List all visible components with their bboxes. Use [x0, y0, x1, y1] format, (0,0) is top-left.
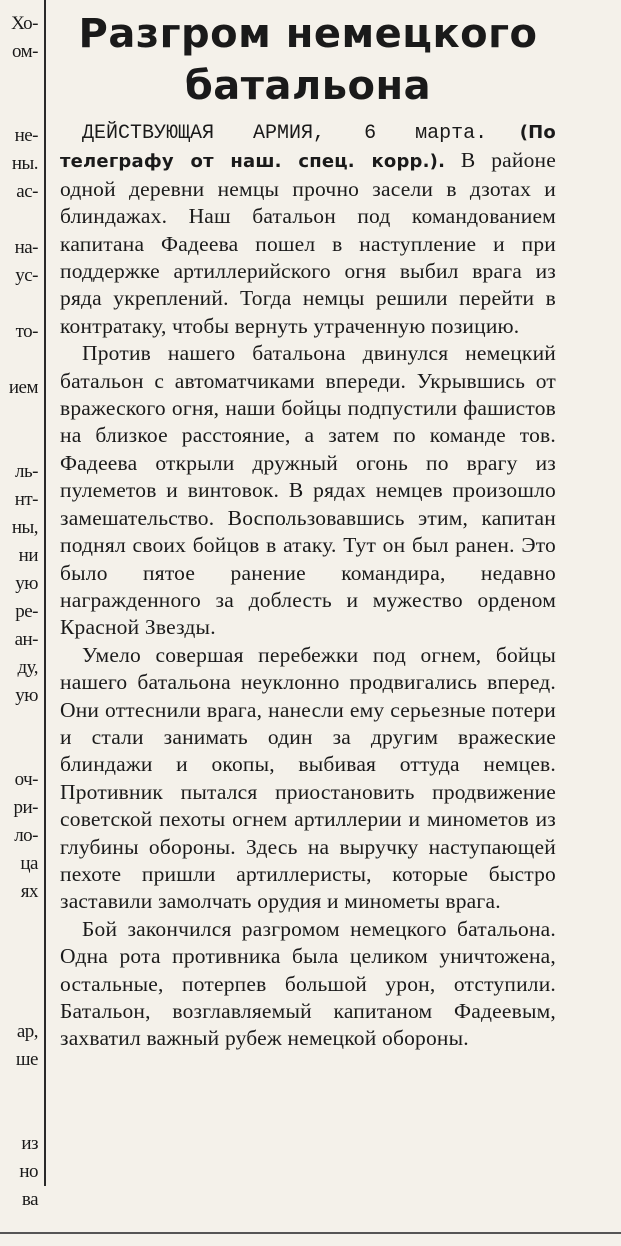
- left-column-line: [0, 346, 40, 374]
- left-column-line: ях: [20, 881, 38, 902]
- left-column-line: ри-: [13, 797, 38, 818]
- left-column-line: ан-: [14, 629, 38, 650]
- left-column-line: оч-: [14, 769, 38, 790]
- left-column-line: из: [21, 1133, 38, 1154]
- paragraph-4: Бой закончился разгромом немецкого батальона. Одна рота противника была целиком уничтожена, остальные, потерпев большой урон, отступили. Батальон, возглавляемый капитаном Фадеевым, захватил важный рубеж немецкой обороны.: [60, 916, 556, 1051]
- left-column-line: [0, 430, 40, 458]
- paragraph-1: [60, 118, 556, 340]
- column-divider: [44, 0, 46, 1186]
- left-column-line: [0, 402, 40, 430]
- left-column-line: ни: [18, 545, 38, 566]
- left-column-line: [0, 962, 40, 990]
- left-column-line: ас-: [16, 181, 38, 202]
- left-column-line: ре-: [15, 601, 38, 622]
- headline: [60, 8, 556, 112]
- left-column-line: ую: [15, 573, 38, 594]
- left-column-line: ны.: [11, 153, 38, 174]
- left-column-line: Хо-: [11, 13, 38, 34]
- paragraph-2: Против нашего батальона двинулся немецкий батальон с автоматчиками впереди. Укрывшись от вражеского огня, наши бойцы подпустили фашистов на близкое расстояние, а затем по команде тов. Фадеева открыли дружный огонь по врагу из пулеметов и винтовок. В рядах немцев произошло замешательство. Воспользовавшись этим, капитан поднял своих бойцов в атаку. Тут он был ранен. Это было пятое ранение командира, недавно награжденного за доблесть и мужество орденом Красной Звезды.: [60, 341, 556, 640]
- left-column-line: [0, 1074, 40, 1102]
- left-column-line: то-: [15, 321, 38, 342]
- left-column-line: на-: [14, 237, 38, 258]
- headline-line-1: Разгром немецкого: [78, 11, 538, 57]
- left-column-line: [0, 710, 40, 738]
- left-column-line: ца: [20, 853, 38, 874]
- left-column-line: ны,: [11, 517, 38, 538]
- left-column-line: ва: [21, 1189, 38, 1210]
- correspondent-credit: (По телеграфу от наш. спец. корр.).: [60, 122, 556, 173]
- left-column-line: не-: [14, 125, 38, 146]
- left-column-line: [0, 738, 40, 766]
- left-column-line: ло-: [14, 825, 38, 846]
- adjacent-column-fragments: [0, 10, 40, 1214]
- left-column-line: ую: [15, 685, 38, 706]
- left-column-line: ар,: [16, 1021, 38, 1042]
- left-column-line: но: [19, 1161, 38, 1182]
- left-column-line: [0, 1102, 40, 1130]
- article-body: [60, 118, 556, 1053]
- paragraph-1-text: В районе одной деревни немцы прочно засели в дзотах и блиндажах. Наш батальон под командованием капитана Фадеева пошел в наступление и при поддержке артиллерийского огня выбил врага из ряда укреплений. Тогда немцы решили перейти в контратаку, чтобы вернуть утраченную позицию.: [60, 148, 556, 338]
- left-column-line: нт-: [14, 489, 38, 510]
- dateline: ДЕЙСТВУЮЩАЯ АРМИЯ, 6 марта.: [82, 122, 488, 145]
- paragraph-3: Умело совершая перебежки под огнем, бойцы нашего батальона неуклонно продвигались вперед. Они оттеснили врага, нанесли ему серьезные потери и стали занимать один за другим вражеские блиндажи и окопы, выбивая оттуда немцев. Противник пытался приостановить продвижение советской пехоты огнем артиллерии и минометов из глубины обороны. Здесь на выручку наступающей пехоте пришли артиллеристы, которые быстро заставили замолчать орудия и минометы врага.: [60, 642, 556, 914]
- article: [60, 8, 556, 1053]
- headline-line-2: батальона: [184, 63, 432, 109]
- left-column-line: [0, 206, 40, 234]
- left-column-line: ду,: [17, 657, 38, 678]
- left-column-line: [0, 290, 40, 318]
- left-column-line: [0, 990, 40, 1018]
- left-column-line: [0, 906, 40, 934]
- left-column-line: ом-: [12, 41, 38, 62]
- left-column-line: ус-: [15, 265, 38, 286]
- bottom-divider: [0, 1232, 621, 1234]
- left-column-line: [0, 66, 40, 94]
- left-column-line: [0, 934, 40, 962]
- left-column-line: ль-: [15, 461, 38, 482]
- left-column-line: ше: [15, 1049, 38, 1070]
- left-column-line: ием: [8, 377, 38, 398]
- left-column-line: [0, 94, 40, 122]
